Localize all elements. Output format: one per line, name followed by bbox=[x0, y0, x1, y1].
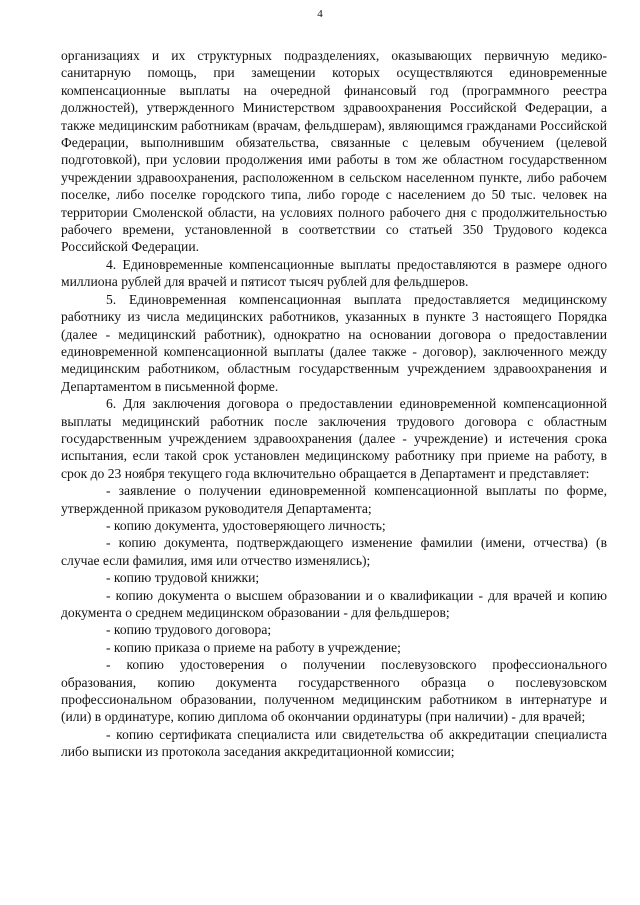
list-item: - копию документа, подтверждающего изменение фамилии (имени, отчества) (в случае если фамилия, имя или отчество изменялись); bbox=[61, 535, 607, 568]
list-item: - копию трудовой книжки; bbox=[106, 570, 260, 586]
list-item: - копию сертификата специалиста или свидетельства об аккредитации специалиста либо выписки из протокола заседания аккредитационной комиссии; bbox=[61, 726, 607, 760]
list-item: - копию трудового договора; bbox=[106, 622, 272, 638]
list-item: - заявление о получении единовременной компенсационной выплаты по форме, утвержденной приказом руководителя Департамента; bbox=[61, 483, 607, 516]
page-number: 4 bbox=[317, 8, 323, 20]
paragraph: 6. Для заключения договора о предоставлении единовременной компенсационной выплаты медицинский работник после заключения трудового договора с областным государственным учреждением здравоохранения (далее - учреждение) и истечения срока испытания, если такой срок установлен медицинскому работнику при приеме на работу, в срок до 23 ноября текущего года включительно обращается в Департамент и представляет: bbox=[61, 396, 607, 481]
paragraph: 4. Единовременные компенсационные выплаты предоставляются в размере одного миллиона рублей для врачей и пятисот тысяч рублей для фельдшеров. bbox=[61, 256, 607, 290]
list-item: - копию удостоверения о получении послевузовского профессионального образования, копию документа государственного образца о послевузовском профессиональном образовании, полученном медицинским работником в интернатуре и (или) в ординатуре, копию диплома об окончании ординатуры (при наличии) - для врачей; bbox=[61, 657, 607, 725]
paragraph: 5. Единовременная компенсационная выплата предоставляется медицинскому работнику из числа медицинских работников, указанных в пункте 3 настоящего Порядка (далее - медицинский работник), однократно на основании договора о предоставлении единовременной компенсационной выплаты (далее также - договор), заключенного между медицинским работником, областным государственным учреждением здравоохранения и Департаментом в письменной форме. bbox=[61, 291, 607, 394]
paragraph: организациях и их структурных подразделениях, оказывающих первичную медико-санитарную помощь, при замещении которых осуществляются единовременные компенсационные выплаты на очередной финансовый год (программного реестра должностей), утвержденного Министерством здравоохранения Российской Федерации, а также медицинским работникам (врачам, фельдшерам), являющимся гражданами Российской Федерации, выполнившим обязательства, связанные с целевым обучением (целевой подготовкой), при условии продолжения ими работы в том же областном государственном учреждении здравоохранения, расположенном в сельском населенном пункте, либо рабочем поселке, либо поселке городского типа, либо городе с населением до 50 тыс. человек на территории Смоленской области, на условиях полного рабочего дня с продолжительностью рабочего времени, установленной в соответствии со статьей 350 Трудового кодекса Российской Федерации. bbox=[61, 48, 607, 255]
list-item: - копию приказа о приеме на работу в учреждение; bbox=[106, 639, 401, 655]
list-item: - копию документа, удостоверяющего личность; bbox=[106, 517, 386, 533]
document-body bbox=[61, 47, 607, 761]
list-item: - копию документа о высшем образовании и о квалификации - для врачей и копию документа о среднем медицинском образовании - для фельдшеров; bbox=[61, 587, 607, 620]
